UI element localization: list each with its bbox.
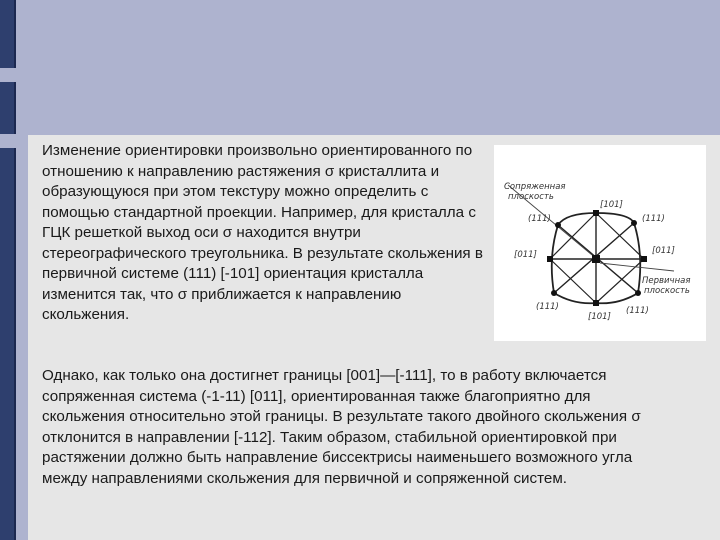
conjugate-plane-label-2: плоскость — [508, 192, 554, 202]
pole-marker-right — [641, 256, 647, 262]
pole-label-ur: (111) — [642, 214, 665, 224]
pole-marker-ul — [555, 222, 561, 228]
pole-label-lr: (111) — [626, 306, 649, 316]
pole-marker-left — [547, 256, 553, 262]
pole-label-bottom: [101] — [588, 312, 611, 322]
pole-label-top: [101] — [600, 200, 623, 210]
primary-plane-label-2: плоскость — [644, 286, 690, 296]
pole-marker-ll — [551, 290, 557, 296]
pole-marker-ur — [631, 220, 637, 226]
stereographic-projection-figure — [494, 145, 706, 341]
conjugate-plane-label-1: Сопряженная — [504, 182, 566, 192]
left-accent-bar-bottom — [0, 148, 16, 540]
pole-label-ul: (111) — [528, 214, 551, 224]
pole-label-left: [011] — [514, 250, 537, 260]
pole-marker-top — [593, 210, 599, 216]
center-pole-marker — [592, 255, 600, 263]
stereographic-projection-diagram — [494, 145, 706, 341]
edge-line-3 — [550, 259, 596, 303]
left-accent-bar-top — [0, 0, 16, 68]
primary-plane-label-1: Первичная — [642, 276, 691, 286]
pole-marker-bottom — [593, 300, 599, 306]
pole-label-right: [011] — [652, 246, 675, 256]
pole-label-ll: (111) — [536, 302, 559, 312]
pole-marker-lr — [635, 290, 641, 296]
paragraph-intro: Изменение ориентировки произвольно ориентированного по отношению к направлению растяжения σ кристаллита и образующуюся при этом текстуру можно определить с помощью стандартной проекции. Например, для кристалла с ГЦК решеткой выход оси σ находится внутри стереографического треугольника. В результате скольжения в первичной системе (111) [-101] ориентация кристалла изменится так, что σ приближается к направлению скольжения. — [42, 142, 483, 323]
left-accent-bar-middle — [0, 82, 16, 134]
paragraph-conclusion: Однако, как только она достигнет границы [001]—[-111], то в работу включается сопряженная система (-1-11) [011], ориентированная также благоприятно для скольжения относительно этой границы. В результате такого двойного скольжения σ отклонится в направлении [-112]. Таким образом, стабильной ориентировкой при растяжении должно быть направление биссектрисы наименьшего возможного угла между направлениями скольжения для первичной и сопряженной систем. — [42, 367, 641, 487]
